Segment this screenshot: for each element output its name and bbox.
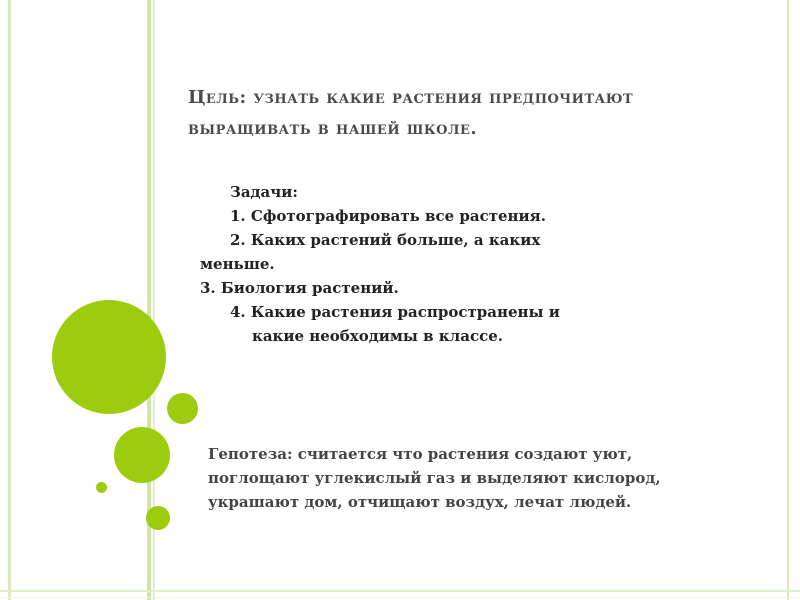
- hypothesis-line: украшают дом, отчищают воздух, лечат людей.: [208, 493, 632, 511]
- slide-title: [188, 82, 748, 144]
- right-edge-line: [787, 0, 789, 600]
- decor-circle-tiny: [96, 482, 107, 493]
- decor-circle-medium: [114, 427, 170, 483]
- hypothesis-line: Гепотеза: считается что растения создают уют,: [208, 445, 633, 463]
- task-item-continuation: какие необходимы в классе.: [252, 327, 503, 345]
- left-edge-line: [8, 0, 11, 600]
- bottom-decor-line: [0, 590, 800, 592]
- title-line: выращивать в нашей школе.: [188, 118, 478, 139]
- task-item: 2. Каких растений больше, а каких: [230, 231, 541, 249]
- hypothesis-block: [208, 442, 728, 514]
- task-item: 3. Биология растений.: [200, 279, 399, 297]
- hypothesis-line: поглощают углекислый газ и выделяют кислород,: [208, 469, 661, 487]
- title-line: Цель: узнать какие растения предпочитают: [188, 87, 634, 108]
- task-item-continuation: меньше.: [200, 255, 275, 273]
- task-item: 1. Сфотографировать все растения.: [230, 207, 546, 225]
- decor-circle-small-bottom: [146, 506, 170, 530]
- decor-circle-small: [167, 393, 198, 424]
- tasks-block: [200, 180, 620, 348]
- decor-circle-large: [52, 300, 166, 414]
- task-item: 4. Какие растения распространены и: [230, 303, 560, 321]
- tasks-heading: Задачи:: [230, 183, 298, 201]
- bottom-decor-line-thin: [0, 597, 800, 598]
